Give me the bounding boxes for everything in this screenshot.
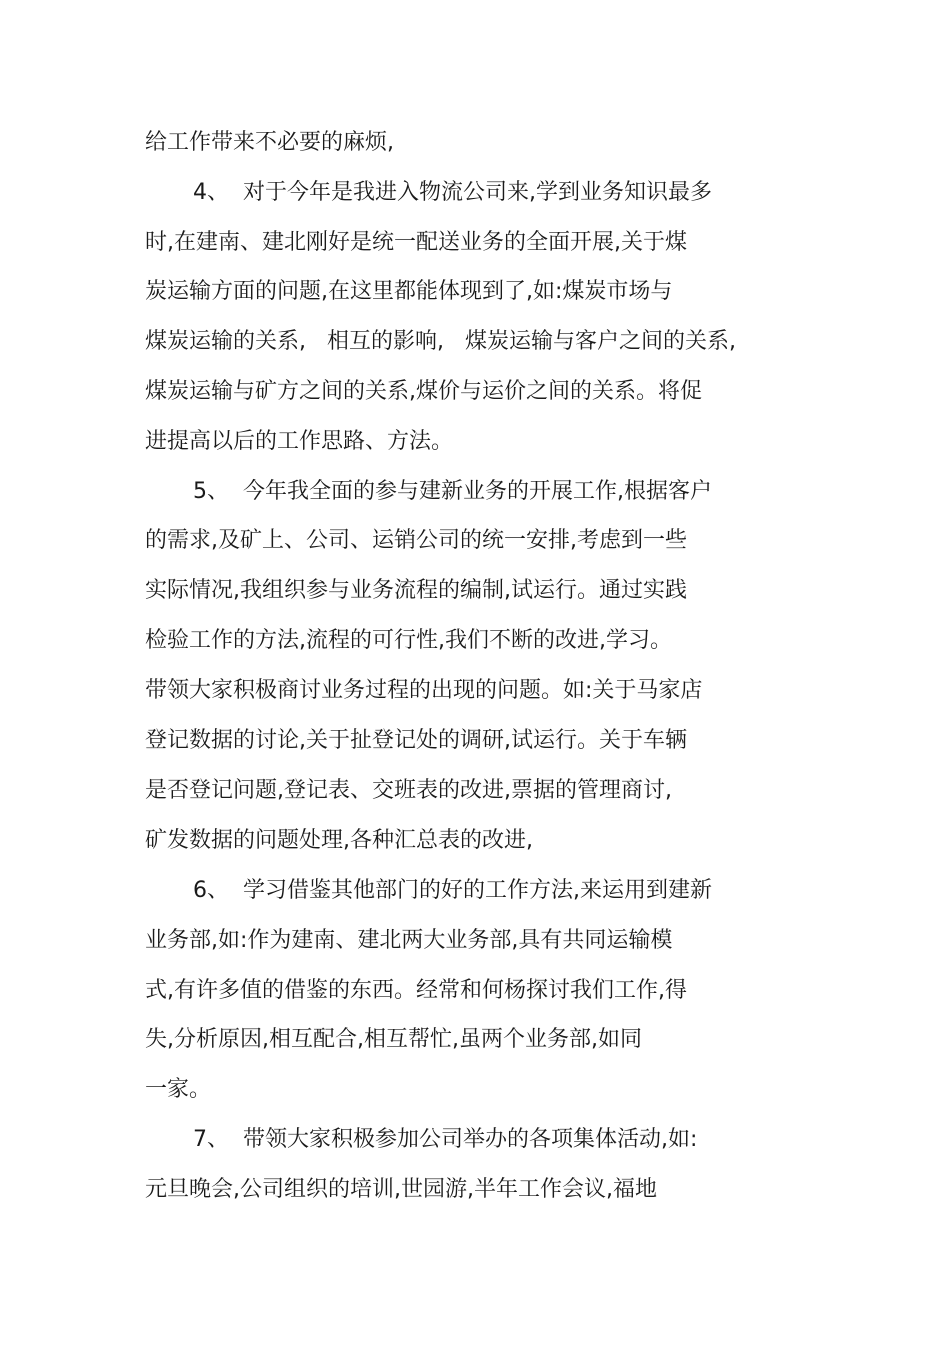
list-item-6-first-line: 6、 学习借鉴其他部门的好的工作方法,来运用到建新: [145, 876, 712, 906]
text-line: 煤炭运输的关系, 相互的影响, 煤炭运输与客户之间的关系,: [145, 329, 736, 354]
text-line: 检验工作的方法,流程的可行性,我们不断的改进,学习。: [145, 628, 672, 653]
item-number: 4、: [193, 180, 229, 205]
text-line: 实际情况,我组织参与业务流程的编制,试运行。通过实践: [145, 578, 687, 603]
text-line: 元旦晚会,公司组织的培训,世园游,半年工作会议,福地: [145, 1177, 657, 1202]
text-line: 的需求,及矿上、公司、运销公司的统一安排,考虑到一些: [145, 528, 687, 553]
text-line: 矿发数据的问题处理,各种汇总表的改进,: [145, 828, 533, 853]
text-line: 带领大家积极商讨业务过程的出现的问题。如:关于马家店: [145, 678, 703, 703]
text-line: 登记数据的讨论,关于扯登记处的调研,试运行。关于车辆: [145, 728, 687, 753]
text-line: 是否登记问题,登记表、交班表的改进,票据的管理商讨,: [145, 778, 672, 803]
text-line: 炭运输方面的问题,在这里都能体现到了,如:煤炭市场与: [145, 279, 673, 304]
text-line: 进提高以后的工作思路、方法。: [145, 429, 454, 454]
text-line: 式,有许多值的借鉴的东西。经常和何杨探讨我们工作,得: [145, 978, 687, 1003]
item-number: 5、: [193, 479, 229, 504]
text-line: 失,分析原因,相互配合,相互帮忙,虽两个业务部,如同: [145, 1027, 642, 1052]
list-item-4-first-line: 4、 对于今年是我进入物流公司来,学到业务知识最多: [145, 178, 712, 208]
text-line: 给工作带来不必要的麻烦,: [145, 130, 394, 155]
text-line: 时,在建南、建北刚好是统一配送业务的全面开展,关于煤: [145, 230, 687, 255]
text-line: 一家。: [145, 1077, 212, 1102]
text-line: 业务部,如:作为建南、建北两大业务部,具有共同运输模: [145, 928, 673, 953]
list-item-7-first-line: 7、 带领大家积极参加公司举办的各项集体活动,如:: [145, 1125, 697, 1155]
item-number: 6、: [193, 878, 229, 903]
text-line: 煤炭运输与矿方之间的关系,煤价与运价之间的关系。将促: [145, 379, 702, 404]
list-item-5-first-line: 5、 今年我全面的参与建新业务的开展工作,根据客户: [145, 477, 712, 507]
item-number: 7、: [193, 1127, 229, 1152]
